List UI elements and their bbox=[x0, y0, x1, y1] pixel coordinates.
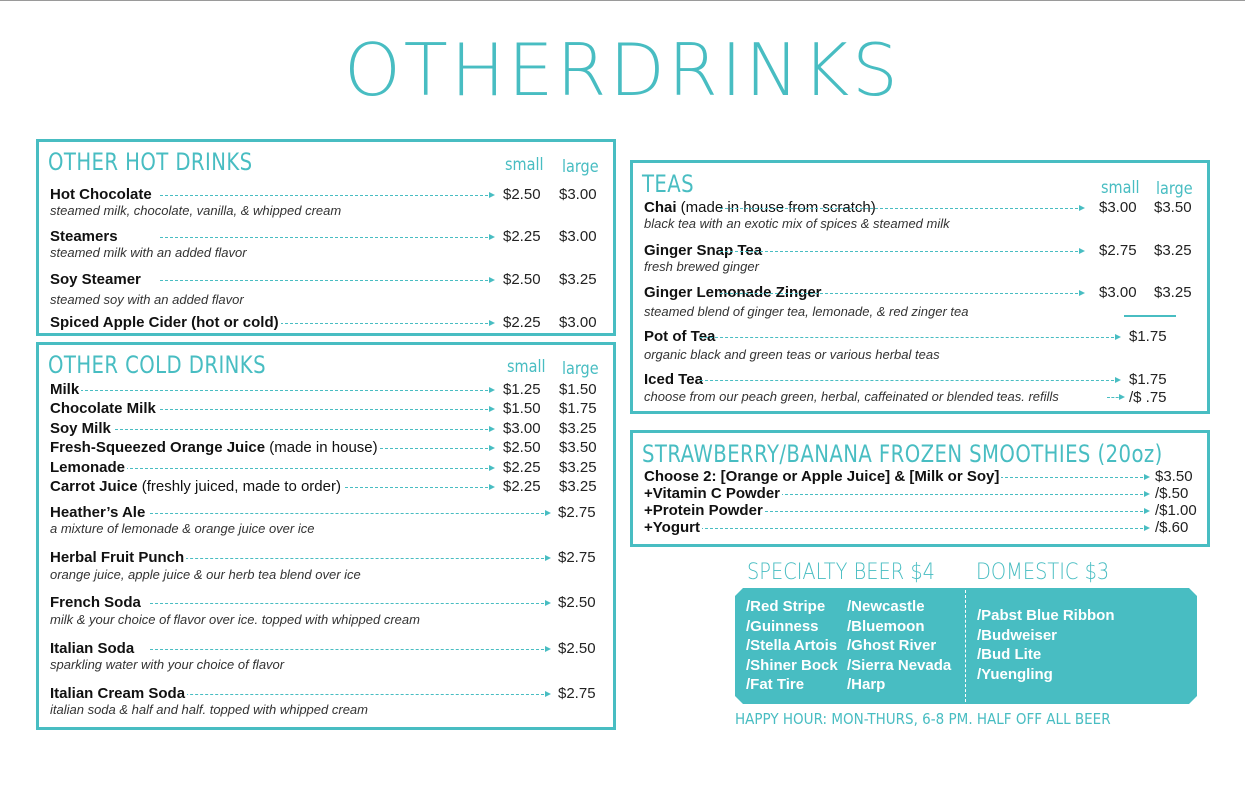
smoothie-price: /$1.00 bbox=[1155, 502, 1197, 519]
cold-price-small: $1.25 bbox=[503, 381, 541, 398]
cold-leader bbox=[80, 429, 493, 430]
tea-item-name-note: (made in house from scratch) bbox=[676, 199, 876, 216]
beer-item: /Sierra Nevada bbox=[847, 656, 952, 674]
tea-item-name-text: Iced Tea bbox=[644, 371, 703, 388]
cold-item-name bbox=[50, 439, 380, 457]
beer-item: /Red Stripe bbox=[746, 598, 826, 615]
cold-small-header: small bbox=[507, 357, 546, 377]
beer-item: /Bluemoon bbox=[847, 617, 925, 635]
smoothie-item-name bbox=[644, 468, 1001, 486]
tea-item-name-text: Pot of Tea bbox=[644, 328, 716, 345]
specialty-beer-title: SPECIALTY BEER $4 bbox=[747, 560, 935, 585]
hot-large-header: large bbox=[562, 157, 599, 177]
cold-item-desc: orange juice, apple juice & our herb tea blend over ice bbox=[50, 567, 361, 582]
smoothie-price: $3.50 bbox=[1155, 468, 1193, 485]
smoothie-leader bbox=[700, 511, 1148, 512]
beer-item: /Guinness bbox=[746, 617, 819, 635]
tea-price-large: $3.25 bbox=[1154, 242, 1192, 259]
smoothie-item-name-text: Choose 2: [Orange or Apple Juice] & [Milk or Soy] bbox=[644, 468, 1000, 485]
cold-item-name bbox=[50, 459, 127, 477]
cold-leader bbox=[80, 390, 493, 391]
tea-price-large: $3.25 bbox=[1154, 284, 1192, 301]
cold-item-desc: sparkling water with your choice of flavor bbox=[50, 657, 285, 672]
cold-item-name-text: Italian Cream Soda bbox=[50, 685, 186, 702]
tea-item-desc: fresh brewed ginger bbox=[644, 259, 759, 274]
hot-price-large: $3.00 bbox=[559, 186, 597, 203]
hot-price-large: $3.00 bbox=[559, 314, 597, 331]
hot-price-small: $2.25 bbox=[503, 314, 541, 331]
tea-price-small: $3.00 bbox=[1099, 199, 1137, 216]
tea-leader bbox=[720, 208, 1083, 209]
smoothie-item-name bbox=[644, 519, 702, 537]
cold-price-large: $3.25 bbox=[559, 420, 597, 437]
beer-item: /Pabst Blue Ribbon bbox=[977, 607, 1115, 624]
hot-item-desc: steamed soy with an added flavor bbox=[50, 292, 244, 307]
hot-leader bbox=[160, 195, 493, 196]
beer-item: /Budweiser bbox=[977, 626, 1058, 644]
hot-price-large: $3.00 bbox=[559, 228, 597, 245]
cold-item-name-text: French Soda bbox=[50, 594, 141, 611]
cold-leader bbox=[150, 558, 549, 559]
hot-drinks-title: OTHER HOT DRINKS bbox=[48, 148, 253, 176]
cold-item-name-text: Italian Soda bbox=[50, 640, 135, 657]
cold-item-name-note: (made in house) bbox=[265, 439, 378, 456]
cold-large-header: large bbox=[562, 359, 599, 379]
hot-item-name-text: Spiced Apple Cider (hot or cold) bbox=[50, 314, 279, 331]
tea-item-desc: choose from our peach green, herbal, caffeinated or blended teas. refills bbox=[644, 389, 1059, 404]
teas-large-underline bbox=[1124, 315, 1176, 317]
hot-item-name-text: Steamers bbox=[50, 228, 118, 245]
cold-price-large: $3.50 bbox=[559, 439, 597, 456]
cold-item-name bbox=[50, 400, 158, 418]
cold-item-desc: milk & your choice of flavor over ice. topped with whipped cream bbox=[50, 612, 420, 627]
beer-item: /Bud Lite bbox=[977, 646, 1042, 663]
tea-item-name-text: Chai bbox=[644, 199, 677, 216]
beer-divider bbox=[965, 590, 966, 702]
hot-item-name bbox=[50, 186, 154, 204]
beer-item: /Stella Artois bbox=[746, 637, 838, 654]
hot-price-small: $2.50 bbox=[503, 186, 541, 203]
tea-refill-leader bbox=[1107, 397, 1123, 398]
tea-leader bbox=[720, 293, 1083, 294]
hot-leader bbox=[160, 280, 493, 281]
cold-item-name bbox=[50, 420, 113, 438]
cold-item-name bbox=[50, 594, 143, 612]
smoothie-item-name bbox=[644, 485, 782, 503]
hot-price-large: $3.25 bbox=[559, 271, 597, 288]
smoothie-item-name bbox=[644, 502, 765, 520]
cold-leader bbox=[150, 649, 549, 650]
cold-item-name-text: Lemonade bbox=[50, 459, 126, 476]
hot-item-name bbox=[50, 271, 143, 289]
hot-item-name bbox=[50, 228, 120, 246]
smoothie-item-name-text: +Vitamin C Powder bbox=[644, 485, 781, 502]
domestic-beer-title: DOMESTIC $3 bbox=[976, 560, 1110, 585]
cold-price-small: $2.25 bbox=[503, 478, 541, 495]
beer-item: /Fat Tire bbox=[746, 676, 805, 693]
cold-price-small: $2.25 bbox=[503, 459, 541, 476]
hot-item-name bbox=[50, 314, 281, 332]
cold-price: $2.75 bbox=[558, 549, 596, 566]
cold-item-name bbox=[50, 549, 186, 567]
cold-leader bbox=[150, 603, 549, 604]
tea-item-desc: black tea with an exotic mix of spices & steamed milk bbox=[644, 216, 950, 231]
cold-item-desc: italian soda & half and half. topped with whipped cream bbox=[50, 702, 368, 717]
cold-item-name bbox=[50, 685, 187, 703]
cold-drinks-title: OTHER COLD DRINKS bbox=[48, 351, 267, 379]
tea-refill-price: /$ .75 bbox=[1129, 389, 1167, 406]
cold-item-name-text: Soy Milk bbox=[50, 420, 111, 437]
beer-item: /Harp bbox=[847, 676, 886, 693]
cold-item-name bbox=[50, 640, 136, 658]
cold-price: $2.75 bbox=[558, 685, 596, 702]
cold-item-name bbox=[50, 381, 81, 399]
smoothie-price: /$.50 bbox=[1155, 485, 1189, 502]
cold-price: $2.50 bbox=[558, 640, 596, 657]
hot-small-header: small bbox=[505, 155, 544, 175]
smoothie-leader bbox=[700, 528, 1148, 529]
beer-item: /Yuengling bbox=[977, 665, 1053, 683]
cold-price-small: $2.50 bbox=[503, 439, 541, 456]
cold-item-name-text: Fresh-Squeezed Orange Juice bbox=[50, 439, 266, 456]
cold-item-name bbox=[50, 504, 147, 522]
hot-price-small: $2.25 bbox=[503, 228, 541, 245]
cold-item-name-text: Carrot Juice bbox=[50, 478, 138, 495]
beer-item: /Shiner Bock bbox=[746, 656, 838, 674]
cold-leader bbox=[150, 694, 549, 695]
cold-item-name bbox=[50, 478, 343, 496]
cold-price-small: $3.00 bbox=[503, 420, 541, 437]
hot-item-desc: steamed milk, chocolate, vanilla, & whipped cream bbox=[50, 203, 342, 218]
teas-title: TEAS bbox=[642, 170, 695, 198]
cold-leader bbox=[80, 468, 493, 469]
smoothie-item-name-text: +Yogurt bbox=[644, 519, 700, 536]
cold-item-name-text: Chocolate Milk bbox=[50, 400, 156, 417]
hot-price-small: $2.50 bbox=[503, 271, 541, 288]
cold-price: $2.50 bbox=[558, 594, 596, 611]
teas-large-header: large bbox=[1156, 179, 1193, 199]
tea-item-name-text: Ginger Snap Tea bbox=[644, 242, 763, 259]
tea-item-desc: steamed blend of ginger tea, lemonade, & red zinger tea bbox=[644, 304, 969, 319]
tea-price: $1.75 bbox=[1129, 371, 1167, 388]
beer-item: /Ghost River bbox=[847, 637, 937, 654]
tea-price-small: $3.00 bbox=[1099, 284, 1137, 301]
hot-leader bbox=[160, 237, 493, 238]
tea-item-name-text: Ginger Lemonade Zinger bbox=[644, 284, 822, 301]
hot-item-desc: steamed milk with an added flavor bbox=[50, 245, 247, 260]
tea-leader bbox=[720, 251, 1083, 252]
cold-item-name-text: Milk bbox=[50, 381, 80, 398]
top-rule bbox=[0, 0, 1245, 1]
cold-price-large: $1.50 bbox=[559, 381, 597, 398]
tea-item-desc: organic black and green teas or various herbal teas bbox=[644, 347, 940, 362]
cold-price: $2.75 bbox=[558, 504, 596, 521]
smoothies-title: STRAWBERRY/BANANA FROZEN SMOOTHIES (20oz) bbox=[642, 440, 1163, 468]
smoothie-item-name-text: +Protein Powder bbox=[644, 502, 763, 519]
hot-item-name-text: Soy Steamer bbox=[50, 271, 141, 288]
tea-leader bbox=[700, 337, 1119, 338]
tea-price-large: $3.50 bbox=[1154, 199, 1192, 216]
cold-leader bbox=[150, 513, 549, 514]
cold-item-name-note: (freshly juiced, made to order) bbox=[137, 478, 341, 495]
tea-item-name bbox=[644, 371, 705, 389]
cold-item-name-text: Heather’s Ale bbox=[50, 504, 146, 521]
cold-item-name-text: Herbal Fruit Punch bbox=[50, 549, 185, 566]
tea-leader bbox=[700, 380, 1119, 381]
smoothie-price: /$.60 bbox=[1155, 519, 1189, 536]
page-title: OTHERDRINKS bbox=[344, 28, 901, 112]
teas-small-header: small bbox=[1101, 178, 1140, 198]
tea-price-small: $2.75 bbox=[1099, 242, 1137, 259]
cold-price-large: $3.25 bbox=[559, 459, 597, 476]
cold-price-small: $1.50 bbox=[503, 400, 541, 417]
cold-price-large: $3.25 bbox=[559, 478, 597, 495]
beer-item: /Newcastle bbox=[847, 598, 925, 615]
happy-hour-note: HAPPY HOUR: MON-THURS, 6-8 PM. HALF OFF ALL BEER bbox=[735, 710, 1111, 728]
cold-item-desc: a mixture of lemonade & orange juice over ice bbox=[50, 521, 315, 536]
cold-price-large: $1.75 bbox=[559, 400, 597, 417]
tea-price: $1.75 bbox=[1129, 328, 1167, 345]
hot-item-name-text: Hot Chocolate bbox=[50, 186, 152, 203]
